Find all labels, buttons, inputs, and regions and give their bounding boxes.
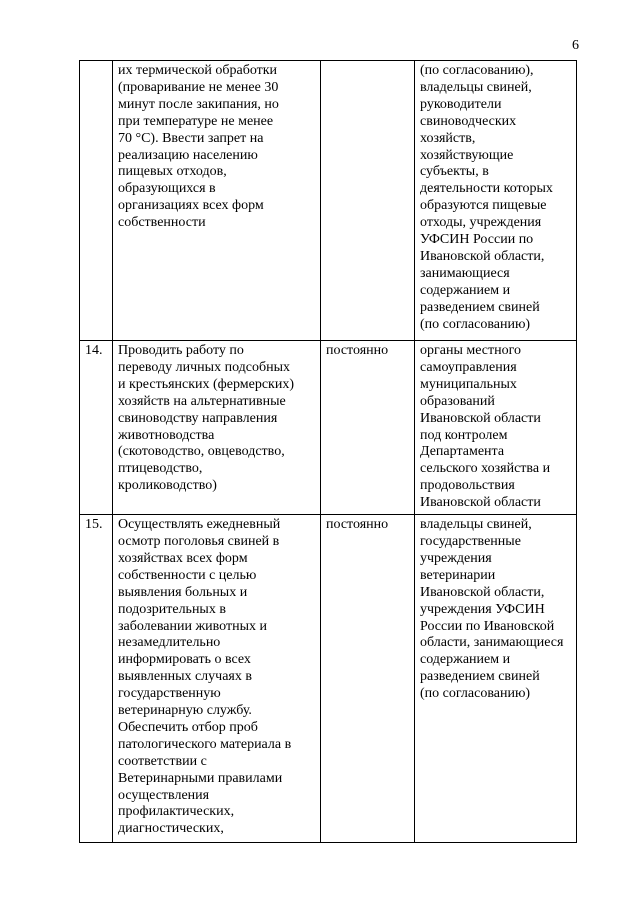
table-row-continuation (80, 61, 577, 341)
row-number-cell (80, 61, 113, 341)
executors-cell: органы местного самоуправления муниципальных образований Ивановской области под контролем Департамента сельского хозяйства и продовольствия Ивановской области (415, 341, 577, 515)
executors-cell: владельцы свиней, государственные учреждения ветеринарии Ивановской области, учреждения УФСИН России по Ивановской области, занимающиеся содержанием и разведением свиней (по согласованию) (415, 515, 577, 843)
table-row-15 (80, 515, 577, 843)
table-row-14 (80, 341, 577, 515)
action-cell: Осуществлять ежедневный осмотр поголовья свиней в хозяйствах всех форм собственности с целью выявления больных и подозрительных в заболевании животных и незамедлительно информировать о всех выявленных случаях в государственную ветеринарную службу. Обеспечить отбор проб патологического материала в соответствии с Ветеринарными правилами осуществления профилактических, диагностических, (113, 515, 321, 843)
row-number-cell: 15. (80, 515, 113, 843)
term-cell: постоянно (321, 515, 415, 843)
executors-cell: (по согласованию), владельцы свиней, руководители свиноводческих хозяйств, хозяйствующие субъекты, в деятельности которых образуются пищевые отходы, учреждения УФСИН России по Ивановской области, занимающиеся содержанием и разведением свиней (по согласованию) (415, 61, 577, 341)
measures-table (79, 60, 577, 843)
term-cell: постоянно (321, 341, 415, 515)
row-number-cell: 14. (80, 341, 113, 515)
action-cell: Проводить работу по переводу личных подсобных и крестьянских (фермерских) хозяйств на альтернативные свиноводству направления животноводства (скотоводство, овцеводство, птицеводство, кролиководство) (113, 341, 321, 515)
term-cell (321, 61, 415, 341)
page-number: 6 (572, 38, 579, 53)
action-cell: их термической обработки (проваривание не менее 30 минут после закипания, но при температуре не менее 70 °С). Ввести запрет на реализацию населению пищевых отходов, образующихся в организациях всех форм собственности (113, 61, 321, 341)
